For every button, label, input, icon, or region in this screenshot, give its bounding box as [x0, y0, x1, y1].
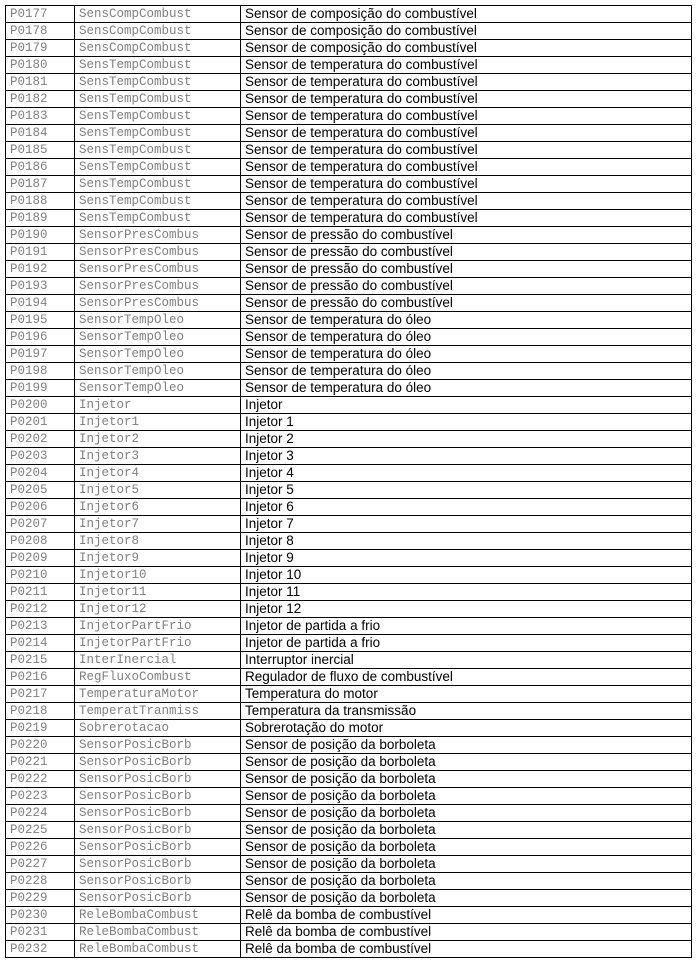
- table-row: [6, 635, 692, 652]
- table-body: [6, 6, 692, 958]
- table-row: [6, 567, 692, 584]
- code-cell: P0214: [6, 635, 75, 652]
- code-cell: P0227: [6, 856, 75, 873]
- identifier-cell: TemperaturaMotor: [75, 686, 241, 703]
- code-cell: P0225: [6, 822, 75, 839]
- identifier-cell: Injetor3: [75, 448, 241, 465]
- table-row: [6, 295, 692, 312]
- identifier-cell: SensTempCombust: [75, 125, 241, 142]
- code-cell: P0203: [6, 448, 75, 465]
- code-cell: P0192: [6, 261, 75, 278]
- description-cell: Sensor de pressão do combustível: [241, 261, 692, 278]
- identifier-cell: SensorTempOleo: [75, 312, 241, 329]
- code-cell: P0211: [6, 584, 75, 601]
- code-cell: P0199: [6, 380, 75, 397]
- fault-code-table: [5, 5, 692, 958]
- code-cell: P0206: [6, 499, 75, 516]
- identifier-cell: SensTempCombust: [75, 176, 241, 193]
- identifier-cell: Injetor: [75, 397, 241, 414]
- description-cell: Sensor de posição da borboleta: [241, 771, 692, 788]
- identifier-cell: SensTempCombust: [75, 159, 241, 176]
- description-cell: Sensor de posição da borboleta: [241, 805, 692, 822]
- code-cell: P0231: [6, 924, 75, 941]
- code-cell: P0223: [6, 788, 75, 805]
- table-row: [6, 329, 692, 346]
- identifier-cell: Injetor5: [75, 482, 241, 499]
- table-row: [6, 176, 692, 193]
- code-cell: P0178: [6, 23, 75, 40]
- identifier-cell: SensorPosicBorb: [75, 822, 241, 839]
- code-cell: P0208: [6, 533, 75, 550]
- code-cell: P0182: [6, 91, 75, 108]
- code-cell: P0201: [6, 414, 75, 431]
- identifier-cell: SensorPosicBorb: [75, 805, 241, 822]
- table-row: [6, 686, 692, 703]
- table-row: [6, 108, 692, 125]
- identifier-cell: SensCompCombust: [75, 6, 241, 23]
- code-cell: P0196: [6, 329, 75, 346]
- code-cell: P0222: [6, 771, 75, 788]
- code-cell: P0188: [6, 193, 75, 210]
- table-row: [6, 57, 692, 74]
- table-row: [6, 941, 692, 958]
- code-cell: P0179: [6, 40, 75, 57]
- code-cell: P0185: [6, 142, 75, 159]
- description-cell: Sensor de posição da borboleta: [241, 754, 692, 771]
- description-cell: Injetor de partida a frio: [241, 635, 692, 652]
- table-row: [6, 227, 692, 244]
- table-row: [6, 533, 692, 550]
- code-cell: P0194: [6, 295, 75, 312]
- table-row: [6, 380, 692, 397]
- table-row: [6, 924, 692, 941]
- description-cell: Temperatura da transmissão: [241, 703, 692, 720]
- code-cell: P0218: [6, 703, 75, 720]
- description-cell: Sensor de temperatura do combustível: [241, 91, 692, 108]
- code-cell: P0200: [6, 397, 75, 414]
- description-cell: Sobrerotação do motor: [241, 720, 692, 737]
- identifier-cell: InterInercial: [75, 652, 241, 669]
- description-cell: Sensor de temperatura do combustível: [241, 74, 692, 91]
- description-cell: Temperatura do motor: [241, 686, 692, 703]
- code-cell: P0198: [6, 363, 75, 380]
- code-cell: P0210: [6, 567, 75, 584]
- table-row: [6, 465, 692, 482]
- table-row: [6, 499, 692, 516]
- description-cell: Sensor de temperatura do combustível: [241, 176, 692, 193]
- code-cell: P0197: [6, 346, 75, 363]
- description-cell: Sensor de pressão do combustível: [241, 227, 692, 244]
- description-cell: Relê da bomba de combustível: [241, 924, 692, 941]
- identifier-cell: SensTempCombust: [75, 142, 241, 159]
- description-cell: Injetor 10: [241, 567, 692, 584]
- description-cell: Sensor de pressão do combustível: [241, 244, 692, 261]
- identifier-cell: SensorPresCombus: [75, 244, 241, 261]
- description-cell: Injetor 9: [241, 550, 692, 567]
- identifier-cell: Sobrerotacao: [75, 720, 241, 737]
- description-cell: Injetor 2: [241, 431, 692, 448]
- description-cell: Injetor: [241, 397, 692, 414]
- table-row: [6, 601, 692, 618]
- identifier-cell: InjetorPartFrio: [75, 618, 241, 635]
- table-row: [6, 278, 692, 295]
- table-row: [6, 737, 692, 754]
- table-row: [6, 839, 692, 856]
- identifier-cell: Injetor4: [75, 465, 241, 482]
- description-cell: Relê da bomba de combustível: [241, 941, 692, 958]
- table-row: [6, 142, 692, 159]
- code-cell: P0204: [6, 465, 75, 482]
- table-row: [6, 431, 692, 448]
- identifier-cell: SensTempCombust: [75, 74, 241, 91]
- identifier-cell: Injetor7: [75, 516, 241, 533]
- description-cell: Regulador de fluxo de combustível: [241, 669, 692, 686]
- description-cell: Sensor de posição da borboleta: [241, 737, 692, 754]
- description-cell: Injetor de partida a frio: [241, 618, 692, 635]
- code-cell: P0216: [6, 669, 75, 686]
- code-cell: P0181: [6, 74, 75, 91]
- code-cell: P0232: [6, 941, 75, 958]
- table-row: [6, 618, 692, 635]
- table-row: [6, 516, 692, 533]
- identifier-cell: SensorPosicBorb: [75, 788, 241, 805]
- table-row: [6, 159, 692, 176]
- description-cell: Sensor de composição do combustível: [241, 23, 692, 40]
- identifier-cell: SensTempCombust: [75, 210, 241, 227]
- identifier-cell: Injetor11: [75, 584, 241, 601]
- table-row: [6, 873, 692, 890]
- table-row: [6, 771, 692, 788]
- description-cell: Injetor 1: [241, 414, 692, 431]
- identifier-cell: RegFluxoCombust: [75, 669, 241, 686]
- identifier-cell: TemperatTranmiss: [75, 703, 241, 720]
- description-cell: Injetor 4: [241, 465, 692, 482]
- identifier-cell: SensCompCombust: [75, 40, 241, 57]
- description-cell: Sensor de temperatura do combustível: [241, 159, 692, 176]
- table-row: [6, 23, 692, 40]
- code-cell: P0230: [6, 907, 75, 924]
- table-row: [6, 669, 692, 686]
- table-row: [6, 91, 692, 108]
- code-cell: P0212: [6, 601, 75, 618]
- table-row: [6, 40, 692, 57]
- description-cell: Injetor 7: [241, 516, 692, 533]
- identifier-cell: SensorPosicBorb: [75, 856, 241, 873]
- table-row: [6, 703, 692, 720]
- code-cell: P0217: [6, 686, 75, 703]
- identifier-cell: SensorPresCombus: [75, 227, 241, 244]
- table-row: [6, 652, 692, 669]
- identifier-cell: SensorPosicBorb: [75, 839, 241, 856]
- code-cell: P0205: [6, 482, 75, 499]
- identifier-cell: SensorPresCombus: [75, 295, 241, 312]
- description-cell: Sensor de temperatura do combustível: [241, 108, 692, 125]
- identifier-cell: SensorTempOleo: [75, 363, 241, 380]
- identifier-cell: Injetor6: [75, 499, 241, 516]
- code-cell: P0220: [6, 737, 75, 754]
- identifier-cell: SensorPosicBorb: [75, 890, 241, 907]
- code-cell: P0215: [6, 652, 75, 669]
- table-row: [6, 244, 692, 261]
- identifier-cell: Injetor9: [75, 550, 241, 567]
- table-row: [6, 261, 692, 278]
- identifier-cell: ReleBombaCombust: [75, 924, 241, 941]
- table-row: [6, 805, 692, 822]
- identifier-cell: Injetor10: [75, 567, 241, 584]
- identifier-cell: ReleBombaCombust: [75, 941, 241, 958]
- identifier-cell: SensTempCombust: [75, 91, 241, 108]
- description-cell: Injetor 3: [241, 448, 692, 465]
- identifier-cell: Injetor2: [75, 431, 241, 448]
- table-row: [6, 822, 692, 839]
- code-cell: P0187: [6, 176, 75, 193]
- code-cell: P0207: [6, 516, 75, 533]
- table-row: [6, 754, 692, 771]
- code-cell: P0193: [6, 278, 75, 295]
- identifier-cell: Injetor8: [75, 533, 241, 550]
- code-cell: P0209: [6, 550, 75, 567]
- description-cell: Injetor 6: [241, 499, 692, 516]
- table-row: [6, 907, 692, 924]
- code-cell: P0202: [6, 431, 75, 448]
- description-cell: Injetor 12: [241, 601, 692, 618]
- code-cell: P0177: [6, 6, 75, 23]
- description-cell: Sensor de temperatura do combustível: [241, 125, 692, 142]
- table-row: [6, 550, 692, 567]
- table-row: [6, 890, 692, 907]
- table-row: [6, 482, 692, 499]
- code-cell: P0183: [6, 108, 75, 125]
- description-cell: Sensor de temperatura do óleo: [241, 346, 692, 363]
- description-cell: Sensor de temperatura do óleo: [241, 363, 692, 380]
- identifier-cell: SensorPosicBorb: [75, 737, 241, 754]
- table-row: [6, 397, 692, 414]
- table-row: [6, 125, 692, 142]
- description-cell: Sensor de posição da borboleta: [241, 890, 692, 907]
- code-cell: P0191: [6, 244, 75, 261]
- table-row: [6, 346, 692, 363]
- code-cell: P0186: [6, 159, 75, 176]
- code-cell: P0189: [6, 210, 75, 227]
- code-cell: P0195: [6, 312, 75, 329]
- identifier-cell: ReleBombaCombust: [75, 907, 241, 924]
- description-cell: Sensor de temperatura do combustível: [241, 57, 692, 74]
- code-cell: P0213: [6, 618, 75, 635]
- table-row: [6, 720, 692, 737]
- description-cell: Sensor de temperatura do óleo: [241, 380, 692, 397]
- table-row: [6, 74, 692, 91]
- identifier-cell: SensorPosicBorb: [75, 771, 241, 788]
- identifier-cell: SensorPosicBorb: [75, 754, 241, 771]
- description-cell: Sensor de composição do combustível: [241, 40, 692, 57]
- code-cell: P0226: [6, 839, 75, 856]
- description-cell: Sensor de temperatura do óleo: [241, 312, 692, 329]
- description-cell: Sensor de composição do combustível: [241, 6, 692, 23]
- identifier-cell: SensorPresCombus: [75, 261, 241, 278]
- description-cell: Relê da bomba de combustível: [241, 907, 692, 924]
- description-cell: Sensor de pressão do combustível: [241, 295, 692, 312]
- code-cell: P0221: [6, 754, 75, 771]
- code-cell: P0224: [6, 805, 75, 822]
- description-cell: Sensor de posição da borboleta: [241, 822, 692, 839]
- identifier-cell: SensTempCombust: [75, 193, 241, 210]
- description-cell: Sensor de temperatura do combustível: [241, 210, 692, 227]
- identifier-cell: SensorPosicBorb: [75, 873, 241, 890]
- code-cell: P0219: [6, 720, 75, 737]
- table-row: [6, 414, 692, 431]
- description-cell: Sensor de pressão do combustível: [241, 278, 692, 295]
- identifier-cell: SensTempCombust: [75, 57, 241, 74]
- identifier-cell: SensTempCombust: [75, 108, 241, 125]
- description-cell: Sensor de posição da borboleta: [241, 788, 692, 805]
- code-cell: P0228: [6, 873, 75, 890]
- table-row: [6, 584, 692, 601]
- identifier-cell: SensorTempOleo: [75, 380, 241, 397]
- code-cell: P0184: [6, 125, 75, 142]
- table-row: [6, 363, 692, 380]
- description-cell: Interruptor inercial: [241, 652, 692, 669]
- code-cell: P0180: [6, 57, 75, 74]
- identifier-cell: Injetor12: [75, 601, 241, 618]
- code-cell: P0229: [6, 890, 75, 907]
- identifier-cell: SensorPresCombus: [75, 278, 241, 295]
- description-cell: Sensor de temperatura do combustível: [241, 193, 692, 210]
- identifier-cell: Injetor1: [75, 414, 241, 431]
- table-row: [6, 448, 692, 465]
- description-cell: Sensor de posição da borboleta: [241, 856, 692, 873]
- identifier-cell: InjetorPartFrio: [75, 635, 241, 652]
- table-row: [6, 193, 692, 210]
- table-row: [6, 788, 692, 805]
- description-cell: Sensor de posição da borboleta: [241, 839, 692, 856]
- description-cell: Injetor 11: [241, 584, 692, 601]
- table-row: [6, 6, 692, 23]
- identifier-cell: SensorTempOleo: [75, 346, 241, 363]
- description-cell: Injetor 5: [241, 482, 692, 499]
- table-row: [6, 312, 692, 329]
- identifier-cell: SensCompCombust: [75, 23, 241, 40]
- description-cell: Sensor de temperatura do combustível: [241, 142, 692, 159]
- table-row: [6, 856, 692, 873]
- code-cell: P0190: [6, 227, 75, 244]
- table-row: [6, 210, 692, 227]
- description-cell: Injetor 8: [241, 533, 692, 550]
- identifier-cell: SensorTempOleo: [75, 329, 241, 346]
- description-cell: Sensor de posição da borboleta: [241, 873, 692, 890]
- description-cell: Sensor de temperatura do óleo: [241, 329, 692, 346]
